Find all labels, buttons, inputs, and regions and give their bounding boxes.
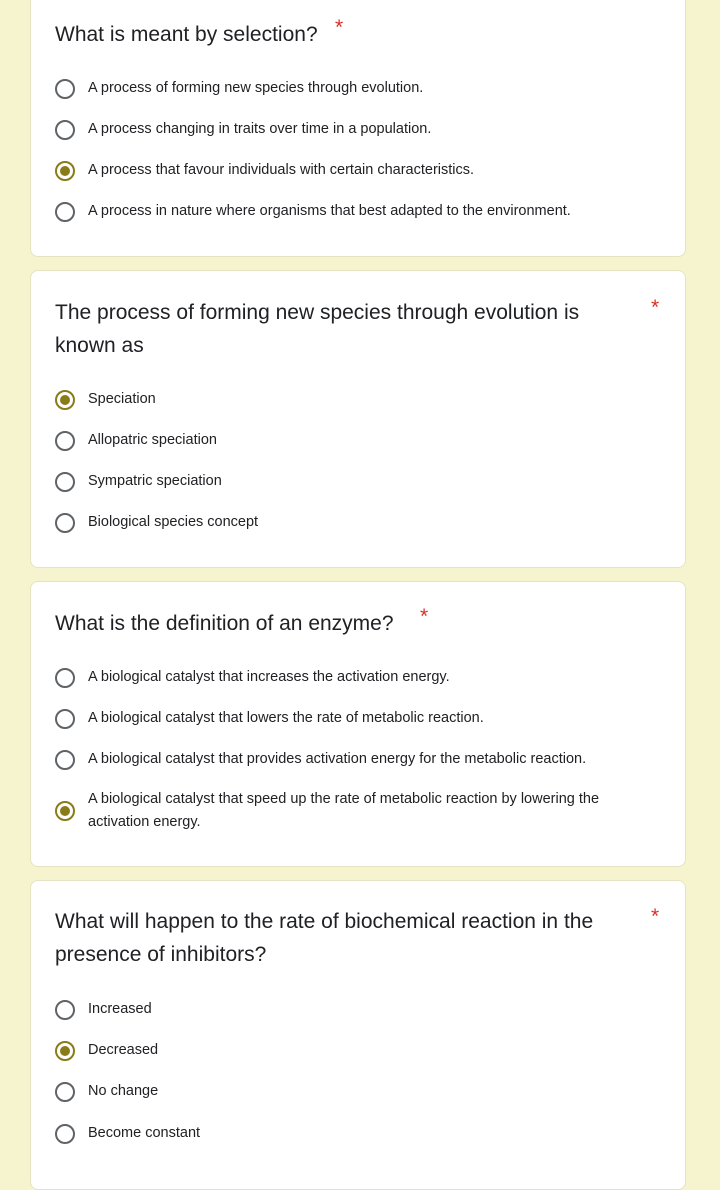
option-label: A biological catalyst that provides activation energy for the metabolic reaction.: [88, 751, 587, 767]
option-label: Allopatric speciation: [88, 432, 217, 448]
question-title: The process of forming new species through evolution is known as: [55, 301, 580, 357]
required-asterisk: *: [651, 296, 660, 319]
radio-button-checked[interactable]: [55, 801, 75, 821]
radio-option[interactable]: [55, 470, 661, 493]
radio-button[interactable]: [55, 1082, 75, 1102]
radio-button[interactable]: [55, 750, 75, 770]
radio-option[interactable]: [55, 998, 661, 1021]
radio-button[interactable]: [55, 668, 75, 688]
question-title: What will happen to the rate of biochemical reaction in the presence of inhibitors?: [55, 910, 594, 966]
radio-button[interactable]: [55, 1000, 75, 1020]
radio-button[interactable]: [55, 431, 75, 451]
option-label: A process that favour individuals with certain characteristics.: [88, 162, 475, 178]
radio-option-selected[interactable]: [55, 1039, 661, 1062]
option-label: Increased: [88, 1001, 152, 1017]
radio-button[interactable]: [55, 120, 75, 140]
radio-button[interactable]: [55, 202, 75, 222]
option-label: A process changing in traits over time in a population.: [88, 121, 432, 137]
radio-option[interactable]: [55, 748, 661, 771]
option-label: A biological catalyst that increases the activation energy.: [88, 669, 450, 685]
question-title: What is meant by selection?: [55, 23, 318, 46]
option-label: A process in nature where organisms that best adapted to the environment.: [88, 203, 571, 219]
radio-option-selected[interactable]: [55, 388, 661, 411]
required-asterisk: *: [651, 905, 660, 928]
required-asterisk: *: [420, 605, 429, 628]
question-card-1: [30, 0, 686, 257]
radio-button[interactable]: [55, 513, 75, 533]
question-card-4: [30, 880, 686, 1190]
radio-button[interactable]: [55, 472, 75, 492]
radio-option[interactable]: [55, 511, 661, 534]
radio-button[interactable]: [55, 709, 75, 729]
radio-option[interactable]: [55, 77, 661, 100]
radio-option-selected[interactable]: [55, 788, 661, 834]
radio-option-selected[interactable]: [55, 159, 661, 182]
radio-option[interactable]: [55, 118, 661, 141]
required-asterisk: *: [335, 16, 344, 39]
radio-option[interactable]: [55, 1122, 661, 1145]
radio-button-checked[interactable]: [55, 1041, 75, 1061]
question-card-3: [30, 581, 686, 867]
question-title: What is the definition of an enzyme?: [55, 612, 394, 635]
radio-option[interactable]: [55, 429, 661, 452]
radio-button[interactable]: [55, 79, 75, 99]
radio-option[interactable]: [55, 1080, 661, 1103]
option-label: No change: [88, 1083, 159, 1099]
radio-button[interactable]: [55, 1124, 75, 1144]
option-label: Biological species concept: [88, 514, 259, 530]
radio-option[interactable]: [55, 666, 661, 689]
question-card-2: [30, 270, 686, 568]
radio-button-checked[interactable]: [55, 161, 75, 181]
option-label: A biological catalyst that lowers the rate of metabolic reaction.: [88, 710, 484, 726]
option-label: Sympatric speciation: [88, 473, 222, 489]
option-label: A biological catalyst that speed up the rate of metabolic reaction by lowering the activation energy.: [88, 791, 600, 830]
option-label: Become constant: [88, 1125, 201, 1141]
radio-option[interactable]: [55, 707, 661, 730]
radio-button-checked[interactable]: [55, 390, 75, 410]
option-label: A process of forming new species through evolution.: [88, 80, 424, 96]
option-label: Speciation: [88, 391, 156, 407]
radio-option[interactable]: [55, 200, 661, 223]
option-label: Decreased: [88, 1042, 159, 1058]
